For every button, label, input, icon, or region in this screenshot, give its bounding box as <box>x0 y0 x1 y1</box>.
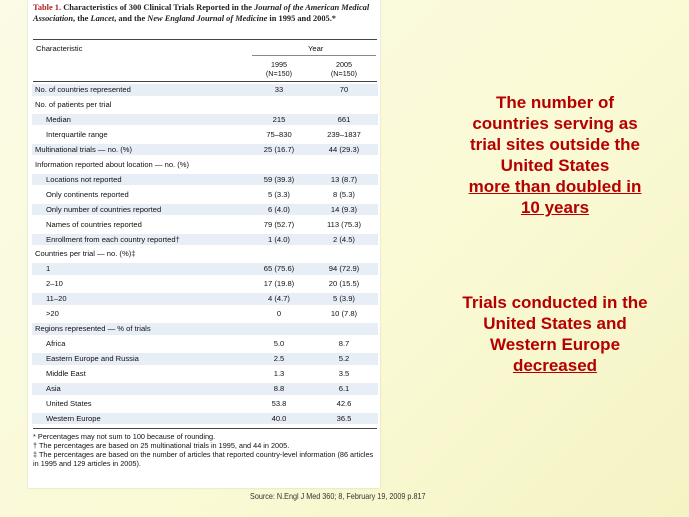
table-row <box>32 174 378 186</box>
value-2005: 6.1 <box>338 384 350 393</box>
title-journal-nejm: New England Journal of Medicine <box>147 14 268 23</box>
characteristics-table <box>28 0 380 488</box>
value-1995: 0 <box>276 309 282 319</box>
row-label: Multinational trials — no. (%) <box>35 144 133 154</box>
value-1995: 5 (3.3) <box>268 189 290 199</box>
row-label: Enrollment from each country reported† <box>46 234 180 244</box>
note-countries-doubled <box>430 92 680 218</box>
table-row <box>32 368 378 380</box>
row-label: Asia <box>46 384 61 393</box>
source-citation: Source: N.Engl J Med 360; 8, February 19, 2009 p.817 <box>250 491 426 501</box>
table-row <box>32 263 378 275</box>
note-line: United States and <box>483 314 627 333</box>
table-row <box>32 293 378 305</box>
table-row <box>32 323 378 335</box>
table-row <box>32 129 378 141</box>
table-row <box>32 338 378 350</box>
value-1995: 6 (4.0) <box>268 204 290 214</box>
year-header-rule <box>252 55 376 56</box>
value-2005: 661 <box>337 114 351 124</box>
value-2005: 10 (7.8) <box>330 309 358 319</box>
value-2005: 44 (29.3) <box>328 144 360 154</box>
value-1995: 53.8 <box>271 398 287 408</box>
column-1995 <box>254 60 304 78</box>
table-row <box>32 248 378 260</box>
table-title <box>33 2 377 24</box>
row-label: Regions represented — % of trials <box>35 324 151 334</box>
note-line: trial sites outside the <box>469 135 641 154</box>
value-1995: 8.8 <box>273 384 285 393</box>
characteristic-header: Characteristic <box>36 44 83 53</box>
row-label: 11–20 <box>46 294 67 304</box>
value-1995: 2.5 <box>273 354 285 364</box>
value-2005: 70 <box>339 85 349 94</box>
note-line: countries serving as <box>472 114 638 133</box>
note-line: United States <box>500 156 610 175</box>
table-footnotes <box>33 432 377 468</box>
value-2005: 14 (9.3) <box>330 204 358 214</box>
value-2005: 3.5 <box>338 369 350 379</box>
table-row <box>32 189 378 201</box>
note-underlined-line: decreased <box>512 356 598 375</box>
column-2005-year: 2005 <box>336 60 352 69</box>
value-2005: 20 (15.5) <box>328 279 360 289</box>
row-label: Names of countries reported <box>46 219 142 229</box>
value-2005: 239–1837 <box>327 129 361 139</box>
table-row <box>32 99 378 111</box>
value-1995: 40.0 <box>271 413 287 423</box>
value-2005: 13 (8.7) <box>330 174 358 184</box>
value-1995: 1 (4.0) <box>268 234 290 244</box>
value-1995: 215 <box>272 114 286 124</box>
column-2005 <box>316 60 372 78</box>
footnote: * Percentages may not sum to 100 because of rounding. <box>33 432 216 441</box>
row-label: Interquartile range <box>46 129 108 139</box>
value-1995: 79 (52.7) <box>263 219 295 229</box>
row-label: Median <box>46 114 71 124</box>
row-label: Countries per trial — no. (%)‡ <box>35 249 136 259</box>
value-2005: 42.6 <box>336 398 352 408</box>
value-2005: 8.7 <box>338 339 350 349</box>
row-label: Only continents reported <box>46 189 129 199</box>
title-part: in 1995 and 2005.* <box>267 14 336 23</box>
table-row <box>32 398 378 410</box>
table-row <box>32 219 378 231</box>
value-1995: 1.3 <box>273 369 285 379</box>
title-part: , and the <box>114 14 148 23</box>
value-2005: 113 (75.3) <box>326 219 362 229</box>
row-label: United States <box>46 398 92 408</box>
row-label: Middle East <box>46 369 86 379</box>
table-row <box>32 308 378 320</box>
table-row <box>32 204 378 216</box>
table-row <box>32 278 378 290</box>
row-label: >20 <box>46 309 59 319</box>
value-1995: 65 (75.6) <box>263 264 295 274</box>
row-label: Eastern Europe and Russia <box>46 354 139 364</box>
value-1995: 5.0 <box>273 339 285 349</box>
table-row <box>32 383 378 395</box>
table-row <box>32 413 378 425</box>
note-underlined-line: more than doubled in <box>468 177 642 196</box>
value-1995: 33 <box>274 85 284 94</box>
title-journal-lancet: Lancet <box>90 14 115 23</box>
note-line: The number of <box>495 93 615 112</box>
value-1995: 25 (16.7) <box>263 144 295 154</box>
column-2005-n: (N=150) <box>330 69 358 78</box>
table-bottom-rule <box>33 428 377 429</box>
table-row <box>32 234 378 246</box>
title-journal-jama: Journal of the American Medical Association <box>33 3 370 23</box>
year-header: Year <box>308 44 324 53</box>
footnote: ‡ The percentages are based on the number of articles that reported country-level information (86 articles in 1995 and 129 articles in 2005). <box>33 450 374 468</box>
row-label: 1 <box>46 264 51 274</box>
note-underlined-line: 10 years <box>520 198 590 217</box>
header-bottom-rule <box>33 81 377 82</box>
row-label: Only number of countries reported <box>46 204 162 214</box>
value-2005: 5 (3.9) <box>333 294 355 304</box>
value-2005: 5.2 <box>338 354 350 364</box>
value-2005: 8 (5.3) <box>333 189 355 199</box>
note-line: Western Europe <box>489 335 621 354</box>
value-1995: 4 (4.7) <box>268 294 290 304</box>
table-row <box>32 353 378 365</box>
row-label: No. of countries represented <box>35 85 131 94</box>
value-2005: 2 (4.5) <box>333 234 355 244</box>
note-us-europe-decreased <box>430 292 680 376</box>
value-1995: 75–830 <box>266 129 292 139</box>
note-line: Trials conducted in the <box>462 293 648 312</box>
value-2005: 36.5 <box>336 413 352 423</box>
table-label: Table 1. <box>33 3 62 12</box>
column-1995-year: 1995 <box>271 60 287 69</box>
footnote: † The percentages are based on 25 multinational trials in 1995, and 44 in 2005. <box>33 441 290 450</box>
row-label: 2–10 <box>46 279 63 289</box>
row-label: Locations not reported <box>46 174 122 184</box>
title-part: Characteristics of 300 Clinical Trials Reported in the <box>63 3 255 12</box>
table-row <box>32 159 378 171</box>
table-row <box>32 84 378 96</box>
row-label: Information reported about location — no. (%) <box>35 159 190 169</box>
value-1995: 17 (19.8) <box>263 279 295 289</box>
title-part: , the <box>73 14 91 23</box>
row-label: Western Europe <box>46 413 101 423</box>
value-2005: 94 (72.9) <box>328 264 360 274</box>
value-1995: 59 (39.3) <box>263 174 295 184</box>
column-1995-n: (N=150) <box>265 69 293 78</box>
table-top-rule <box>33 39 377 40</box>
table-row <box>32 144 378 156</box>
row-label: Africa <box>46 339 66 349</box>
table-row <box>32 114 378 126</box>
row-label: No. of patients per trial <box>35 99 112 109</box>
